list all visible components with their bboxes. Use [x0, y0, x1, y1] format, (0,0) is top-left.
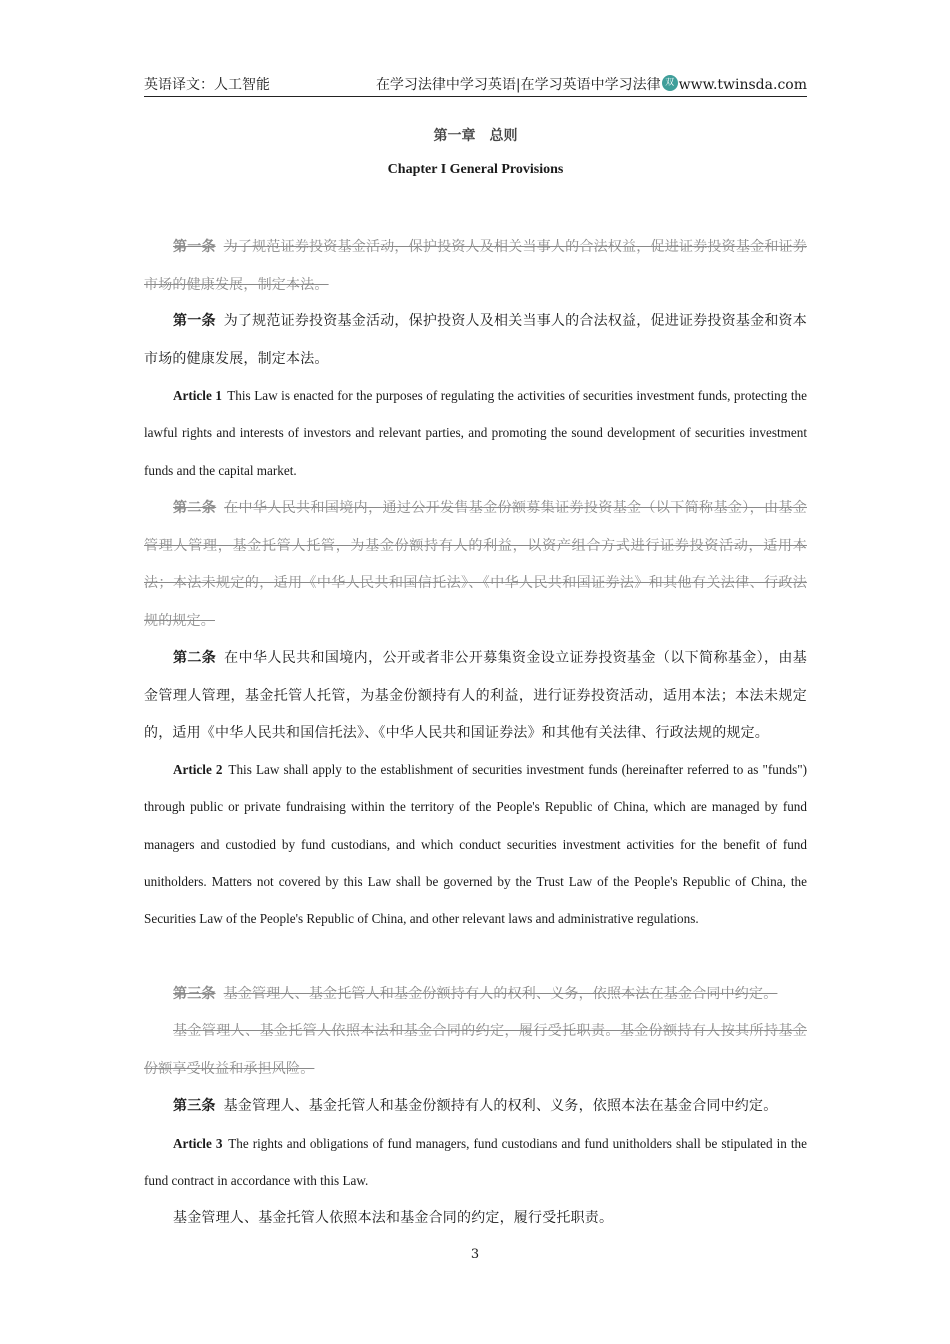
article-label: 第三条 — [173, 1098, 216, 1114]
article-text: 在中华人民共和国境内，公开或者非公开募集资金设立证券投资基金（以下简称基金），由基金管理人管理，基金托管人托管，为基金份额持有人的利益，进行证券投资活动，适用本法；本法未规定的，适用《中华人民共和国信托法》、《中华人民共和国证券法》和其他有关法律、行政法规的规定。 — [144, 650, 807, 741]
article-1-cn-deleted — [144, 229, 807, 304]
article-2-cn — [144, 640, 807, 753]
article-2-en — [144, 751, 807, 937]
article-label: Article 2 — [173, 762, 223, 777]
article-label: 第二条 — [173, 500, 217, 516]
article-3-en — [144, 1125, 807, 1200]
header-title: 英语译文：人工智能 — [144, 77, 270, 93]
article-text: 基金管理人、基金托管人依照本法和基金合同的约定，履行受托职责。 — [173, 1210, 614, 1226]
page-number: 3 — [470, 1247, 480, 1262]
article-1-en — [144, 377, 807, 489]
article-3-cn — [144, 1088, 807, 1126]
article-text: 基金管理人、基金托管人和基金份额持有人的权利、义务，依照本法在基金合同中约定。 — [223, 986, 778, 1002]
article-3-cn-deleted — [144, 976, 807, 1014]
chapter-title-cn: 第一章 总则 — [433, 128, 518, 144]
header-slogan — [376, 74, 807, 94]
header-site-link[interactable]: www.twinsda.com — [678, 77, 807, 93]
article-text: 在中华人民共和国境内，通过公开发售基金份额募集证券投资基金（以下简称基金），由基金管理人管理，基金托管人托管，为基金份额持有人的利益，以资产组合方式进行证券投资活动，适用本法；本法未规定的，适用《中华人民共和国信托法》、《中华人民共和国证券法》和其他有关法律、行政法规的规定。 — [144, 500, 807, 629]
twinsda-logo-icon: 双 — [662, 75, 678, 91]
article-label: 第一条 — [173, 313, 216, 329]
article-text: 为了规范证券投资基金活动，保护投资人及相关当事人的合法权益，促进证券投资基金和资本市场的健康发展，制定本法。 — [144, 313, 807, 367]
article-label: 第一条 — [173, 239, 216, 255]
article-text: 基金管理人、基金托管人和基金份额持有人的权利、义务，依照本法在基金合同中约定。 — [223, 1098, 778, 1114]
article-2-cn-deleted — [144, 490, 807, 640]
header-slogan-text: 在学习法律中学习英语|在学习英语中学习法律 — [375, 77, 661, 93]
article-text: 基金管理人、基金托管人依照本法和基金合同的约定，履行受托职责。基金份额持有人按其所持基金份额享受收益和承担风险。 — [144, 1023, 807, 1077]
article-label: Article 3 — [173, 1136, 223, 1151]
article-text: The rights and obligations of fund managers, fund custodians and fund unitholders shall be stipulated in the fund contract in accordance with this Law. — [144, 1136, 807, 1189]
article-label: Article 1 — [173, 388, 222, 403]
article-1-cn — [144, 303, 807, 378]
article-3-cn-deleted-para2 — [144, 1013, 807, 1088]
page-header — [144, 72, 807, 97]
article-text: This Law is enacted for the purposes of regulating the activities of securities investment funds, protecting the lawful rights and interests of investors and relevant parties, and promoting the sound development of securities investment funds and the capital market. — [144, 388, 808, 478]
article-3-cn-para2 — [144, 1200, 807, 1238]
article-label: 第三条 — [173, 986, 216, 1002]
article-label: 第二条 — [173, 650, 217, 666]
article-text: This Law shall apply to the establishment of securities investment funds (hereinafter referred to as "funds") through public or private fundraising within the territory of the People's Republic of China, which are managed by fund managers and custodied by fund custodians, and which conduct securities investment activities for the benefit of fund unitholders. Matters not covered by this Law shall be governed by the Trust Law of the People's Republic of China, the Securities Law of the People's Republic of China, and other relevant laws and administrative regulations. — [144, 762, 807, 927]
article-text: 为了规范证券投资基金活动，保护投资人及相关当事人的合法权益，促进证券投资基金和证券市场的健康发展，制定本法。 — [144, 239, 807, 293]
chapter-title-en: Chapter I General Provisions — [387, 162, 564, 177]
